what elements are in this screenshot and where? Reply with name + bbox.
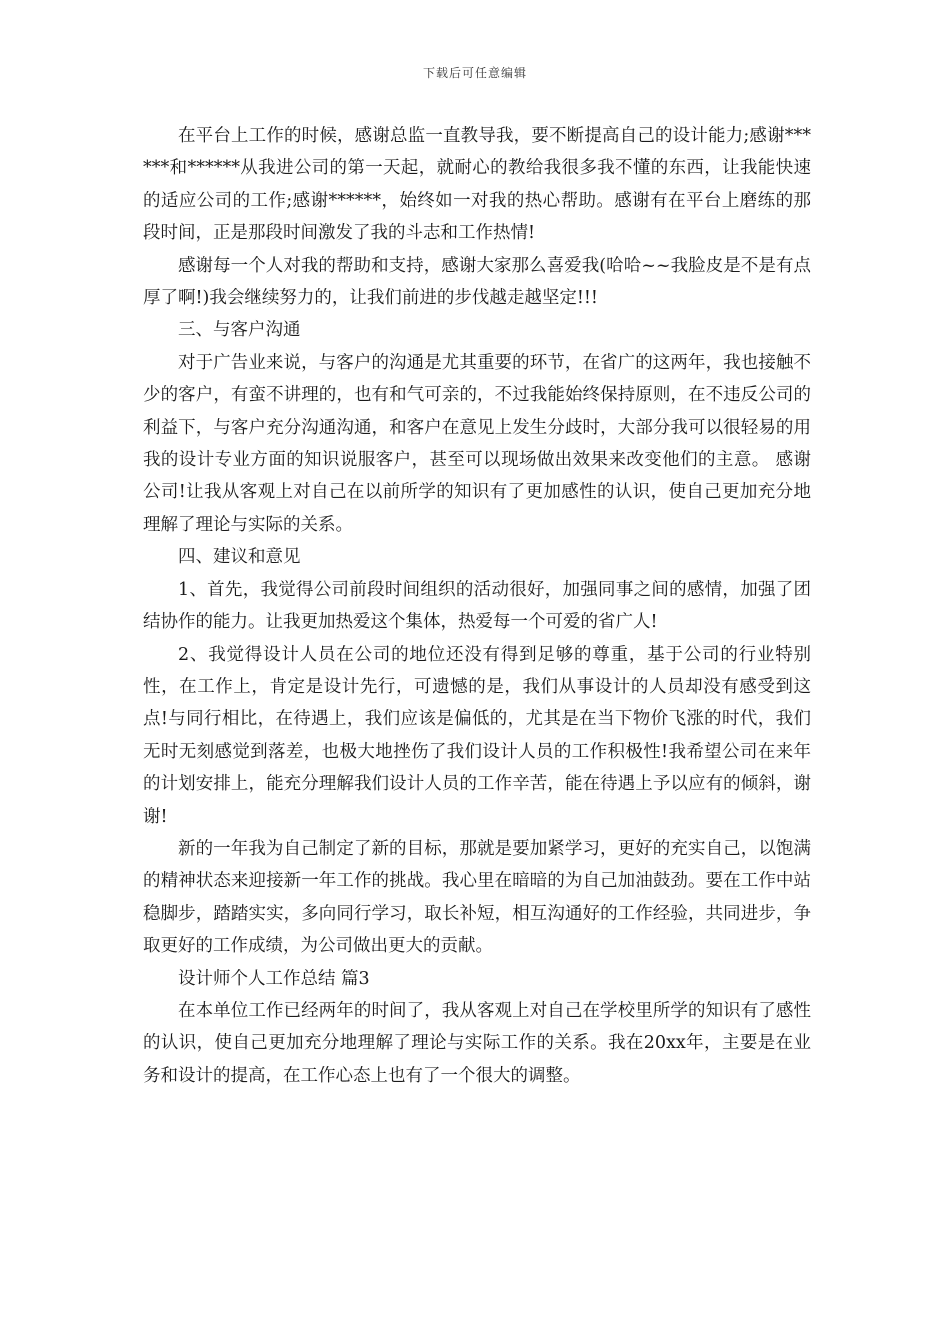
section-heading-client-communication: 三、与客户沟通 — [178, 320, 301, 341]
paragraph-thanks-platform: 在平台上工作的时候，感谢总监一直教导我，要不断提高自己的设计能力;感谢******和******从我进公司的第一天起，就耐心的教给我很多我不懂的东西，让我能快速的适应公司的工作;感谢******，始终如一对我的热心帮助。感谢有在平台上磨练的那段时间，正是那段时间激发了我的斗志和工作热情! — [143, 126, 811, 244]
paragraph-suggestion-1: 1、首先，我觉得公司前段时间组织的活动很好，加强同事之间的感情，加强了团结协作的能力。让我更加热爱这个集体，热爱每一个可爱的省广人! — [143, 579, 811, 633]
paragraph-suggestion-2: 2、我觉得设计人员在公司的地位还没有得到足够的尊重，基于公司的行业特别性，在工作上，肯定是设计先行，可遗憾的是，我们从事设计的人员却没有感受到这点!与同行相比，在待遇上，我们应该是偏低的，尤其是在当下物价飞涨的时代，我们无时无刻感觉到落差，也极大地挫伤了我们设计人员的工作积极性!我希望公司在来年的计划安排上，能充分理解我们设计人员的工作辛苦，能在待遇上予以应有的倾斜，谢谢! — [143, 644, 811, 827]
document-body — [143, 120, 811, 1092]
section-heading-suggestions: 四、建议和意见 — [178, 547, 301, 568]
page-header-note: 下载后可任意编辑 — [422, 66, 527, 80]
paragraph-part-3-intro: 在本单位工作已经两年的时间了，我从客观上对自己在学校里所学的知识有了感性的认识，使自己更加充分地理解了理论与实际工作的关系。我在20xx年，主要是在业务和设计的提高，在工作心态上也有了一个很大的调整。 — [143, 1000, 811, 1086]
paragraph-thanks-everyone: 感谢每一个人对我的帮助和支持，感谢大家那么喜爱我(哈哈~~我脸皮是不是有点厚了啊!)我会继续努力的，让我们前进的步伐越走越坚定!!! — [143, 255, 811, 309]
paragraph-new-year-goals: 新的一年我为自己制定了新的目标，那就是要加紧学习，更好的充实自己，以饱满的精神状态来迎接新一年工作的挑战。我心里在暗暗的为自己加油鼓劲。要在工作中站稳脚步，踏踏实实，多向同行学习，取长补短，相互沟通好的工作经验，共同进步，争取更好的工作成绩，为公司做出更大的贡献。 — [143, 838, 811, 957]
paragraph-client-communication: 对于广告业来说，与客户的沟通是尤其重要的环节，在省广的这两年，我也接触不少的客户，有蛮不讲理的，也有和气可亲的，不过我能始终保持原则，在不违反公司的利益下，与客户充分沟通沟通，和客户在意见上发生分歧时，大部分我可以很轻易的用我的设计专业方面的知识说服客户，甚至可以现场做出效果来改变他们的主意。 感谢公司!让我从客观上对自己在以前所学的知识有了更加感性的认识，使自己更加充分地理解了理论与实际的关系。 — [143, 352, 811, 535]
section-heading-part-3: 设计师个人工作总结 篇3 — [178, 968, 370, 989]
